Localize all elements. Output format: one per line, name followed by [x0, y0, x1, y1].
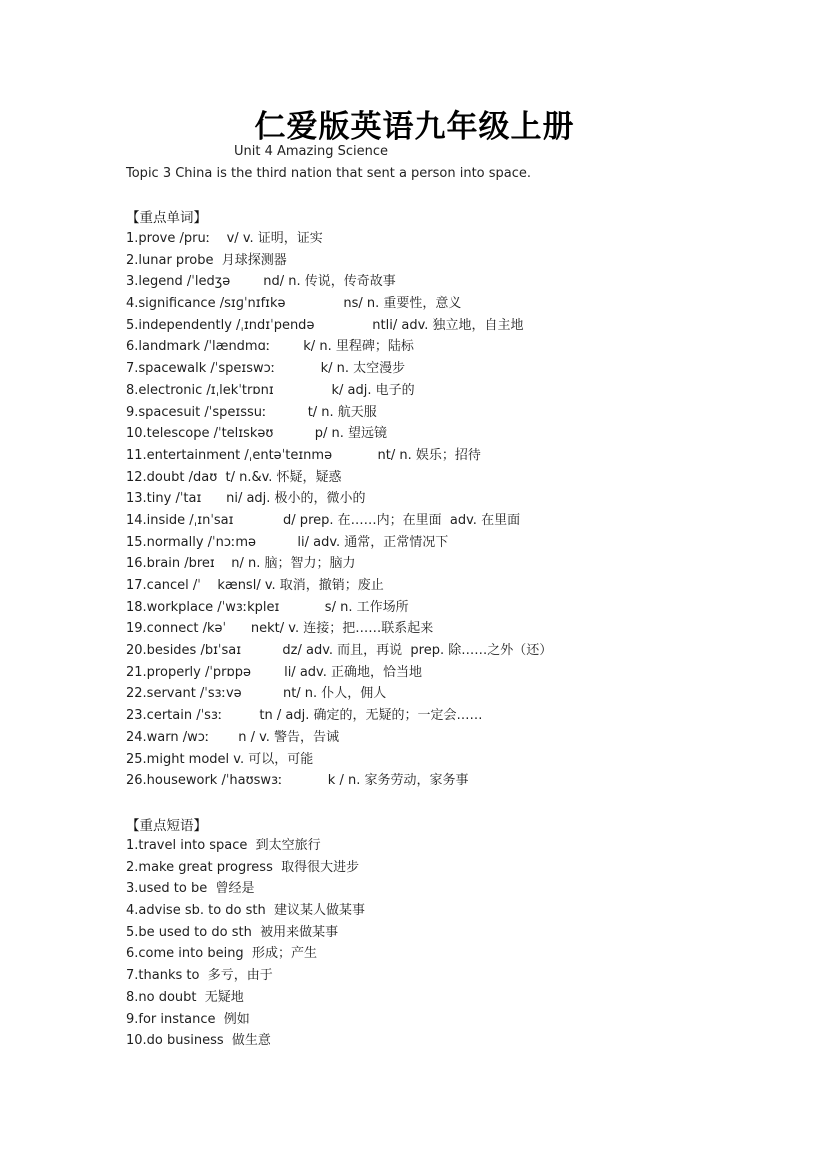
vocabulary-item: [126, 575, 552, 597]
phrase-item: [126, 965, 365, 987]
phrase-item-text: 1.travel into space 到太空旅行: [126, 838, 321, 853]
vocabulary-item-text: 8.electronic /ɪˌlekˈtrɒnɪ k/ adj. 电子的: [126, 382, 415, 398]
vocabulary-item: [126, 423, 552, 445]
vocabulary-item: [126, 467, 552, 489]
vocabulary-item: [126, 510, 552, 532]
vocabulary-item: [126, 640, 552, 662]
vocabulary-item-text: 19.connect /kəˈ nekt/ v. 连接；把……联系起来: [126, 621, 434, 637]
vocabulary-item: [126, 683, 552, 705]
phrase-item: [126, 878, 365, 900]
vocabulary-item-text: 24.warn /wɔː n / v. 警告，告诫: [126, 729, 340, 745]
vocabulary-item-text: 7.spacewalk /ˈspeɪswɔː k/ n. 太空漫步: [126, 361, 406, 377]
phrase-item: [126, 1009, 365, 1031]
phrase-item-text: 4.advise sb. to do sth 建议某人做某事: [126, 903, 366, 919]
vocabulary-item: [126, 705, 552, 727]
phrase-item: [126, 900, 365, 922]
phrase-item: [126, 987, 365, 1009]
unit-subtitle: Unit 4 Amazing Science: [234, 144, 388, 159]
phrase-item-text: 3.used to be 曾经是: [126, 881, 255, 897]
vocabulary-item-text: 3.legend /ˈledʒə nd/ n. 传说，传奇故事: [126, 274, 396, 290]
vocabulary-item: [126, 770, 552, 792]
vocabulary-item: [126, 662, 552, 684]
phrase-item-text: 5.be used to do sth 被用来做某事: [126, 924, 339, 940]
vocabulary-item: [126, 315, 552, 337]
phrase-item: [126, 1030, 365, 1052]
vocabulary-item: [126, 250, 552, 272]
vocabulary-item-text: 11.entertainment /ˌentəˈteɪnmə nt/ n. 娱乐；招待: [126, 447, 481, 463]
vocabulary-item-text: 6.landmark /ˈlændmɑː k/ n. 里程碑；陆标: [126, 339, 414, 355]
phrase-item-text: 9.for instance 例如: [126, 1011, 250, 1027]
vocabulary-item-text: 17.cancel /ˈ kænsl/ v. 取消，撤销；废止: [126, 578, 384, 593]
vocabulary-item: [126, 553, 552, 575]
phrase-item-text: 10.do business 做生意: [126, 1033, 271, 1049]
vocabulary-item-text: 9.spacesuit /ˈspeɪssuː t/ n. 航天服: [126, 404, 377, 420]
vocabulary-item-text: 12.doubt /daʊ t/ n.&v. 怀疑，疑惑: [126, 469, 342, 485]
vocabulary-item-text: 4.significance /sɪɡˈnɪfɪkə ns/ n. 重要性，意义: [126, 296, 462, 312]
vocabulary-item: [126, 271, 552, 293]
vocabulary-item: [126, 532, 552, 554]
phrase-item: [126, 943, 365, 965]
vocabulary-item: [126, 358, 552, 380]
vocabulary-item-text: 15.normally /ˈnɔːmə li/ adv. 通常，正常情况下: [126, 534, 449, 550]
vocabulary-item-text: 20.besides /bɪˈsaɪ dz/ adv. 而且，再说 prep. 除……之外（还）: [126, 643, 553, 659]
vocabulary-item-text: 21.properly /ˈprɒpə li/ adv. 正确地，恰当地: [126, 664, 422, 680]
vocabulary-item: [126, 727, 552, 749]
vocabulary-item-text: 26.housework /ˈhaʊswɜː k / n. 家务劳动，家务事: [126, 773, 469, 789]
vocabulary-item: [126, 293, 552, 315]
vocabulary-item-text: 5.independently /ˌɪndɪˈpendə ntli/ adv. 独立地，自主地: [126, 317, 524, 333]
vocabulary-item-text: 1.prove /pruː v/ v. 证明，证实: [126, 231, 323, 246]
phrase-item-text: 7.thanks to 多亏，由于: [126, 968, 273, 984]
phrase-item: [126, 857, 365, 879]
vocabulary-item: [126, 597, 552, 619]
vocabulary-item: [126, 749, 552, 771]
vocabulary-item-text: 13.tiny /ˈtaɪ ni/ adj. 极小的，微小的: [126, 491, 366, 507]
vocabulary-heading: 【重点单词】: [126, 210, 207, 226]
vocabulary-item: [126, 488, 552, 510]
vocabulary-item-text: 2.lunar probe 月球探测器: [126, 252, 287, 268]
vocabulary-item: [126, 336, 552, 358]
vocabulary-item-text: 16.brain /breɪ n/ n. 脑；智力；脑力: [126, 556, 356, 572]
document-title: 仁爱版英语九年级上册: [254, 109, 575, 145]
vocabulary-item-text: 14.inside /ˌɪnˈsaɪ d/ prep. 在……内；在里面 adv. 在里面: [126, 512, 521, 528]
topic-line: Topic 3 China is the third nation that sent a person into space.: [126, 166, 532, 181]
vocabulary-item-text: 18.workplace /ˈwɜːkpleɪ s/ n. 工作场所: [126, 599, 409, 615]
phrases-list: [126, 835, 365, 1052]
vocabulary-item: [126, 618, 552, 640]
vocabulary-item-text: 23.certain /ˈsɜː tn / adj. 确定的，无疑的；一定会……: [126, 708, 483, 724]
phrase-item-text: 8.no doubt 无疑地: [126, 989, 244, 1005]
phrase-item: [126, 835, 365, 857]
phrases-heading: 【重点短语】: [126, 818, 207, 834]
phrase-item-text: 2.make great progress 取得很大进步: [126, 859, 360, 875]
vocabulary-list: [126, 228, 552, 792]
vocabulary-item: [126, 402, 552, 424]
vocabulary-item-text: 25.might model v. 可以，可能: [126, 751, 314, 767]
vocabulary-item: [126, 228, 552, 250]
vocabulary-item-text: 22.servant /ˈsɜːvə nt/ n. 仆人，佣人: [126, 686, 387, 702]
vocabulary-item-text: 10.telescope /ˈtelɪskəʊ p/ n. 望远镜: [126, 426, 388, 442]
phrase-item: [126, 922, 365, 944]
vocabulary-item: [126, 380, 552, 402]
vocabulary-item: [126, 445, 552, 467]
phrase-item-text: 6.come into being 形成；产生: [126, 946, 317, 962]
